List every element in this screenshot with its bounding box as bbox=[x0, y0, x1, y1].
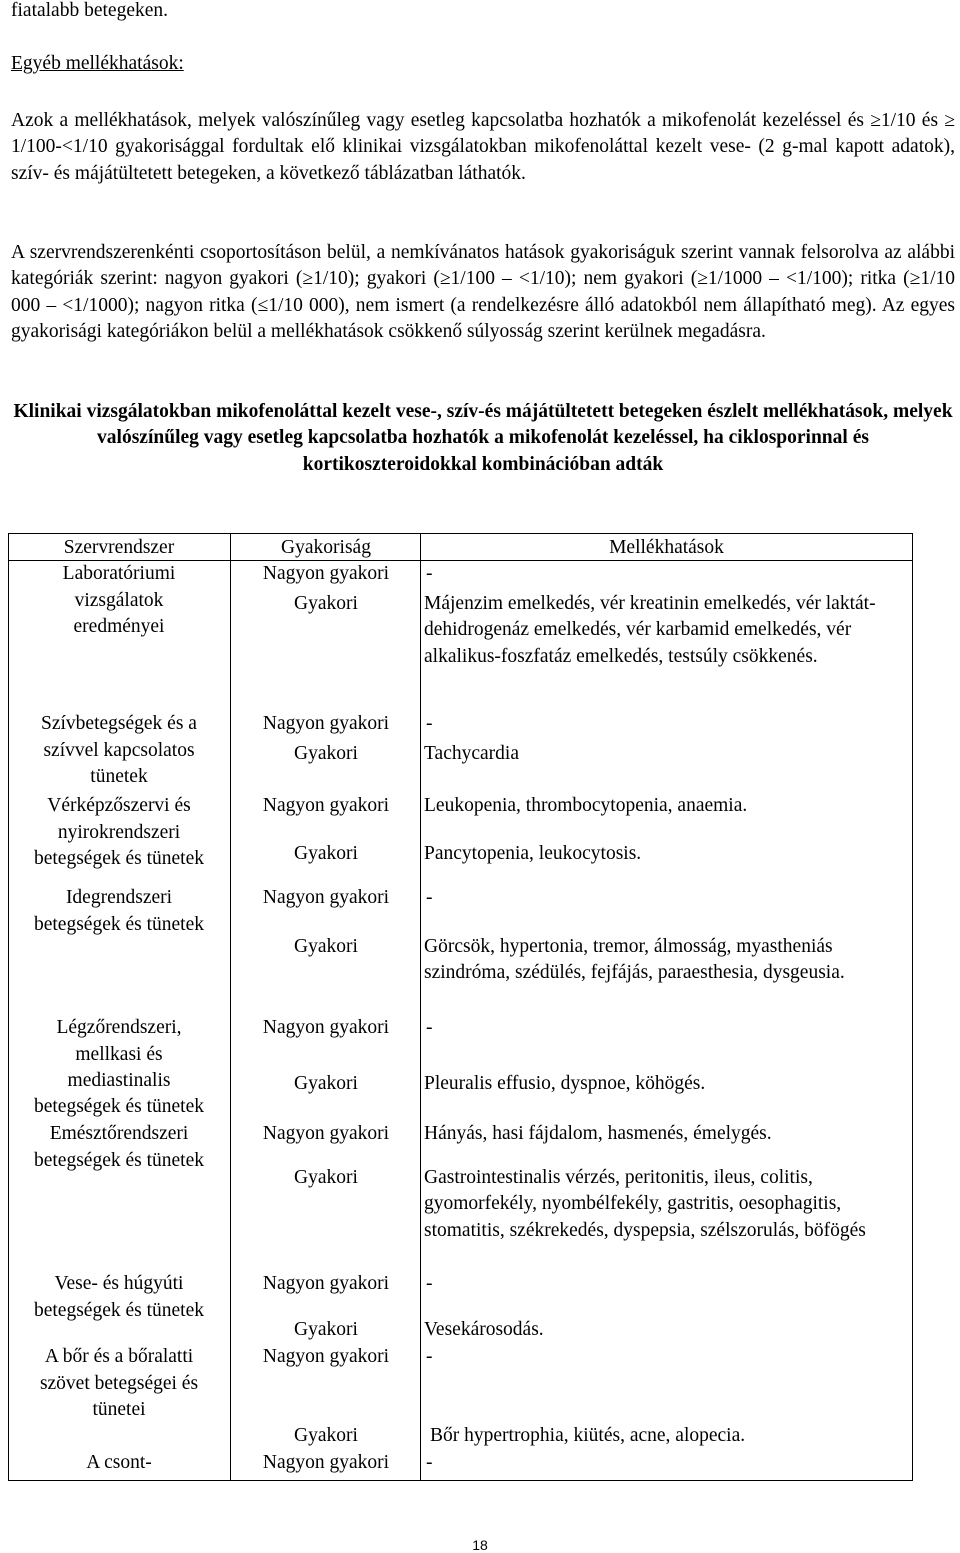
organ-line: Idegrendszeri bbox=[65, 887, 173, 908]
effect-common: Tachycardia bbox=[424, 743, 519, 764]
effect-very-common: - bbox=[426, 1273, 433, 1294]
frequency-very-common: Nagyon gyakori bbox=[262, 1452, 390, 1473]
organ-line: Vese- és húgyúti bbox=[54, 1273, 184, 1294]
organ-line: szívvel kapcsolatos bbox=[43, 740, 195, 761]
intro-paragraph: Azok a mellékhatások, melyek valószínűleg vagy esetleg kapcsolatba hozhatók a mikofenolát kezeléssel és ≥1/10 és ≥ 1/100-<1/10 gyakorisággal fordultak elő klinikai vizsgálatokban mikofenoláttal kezelt vese- (2 g-mal kapott adatok), szív- és májátültetett betegeken, a következő táblázatban láthatók. bbox=[11, 110, 955, 184]
organ-line: Légzőrendszeri, bbox=[56, 1017, 182, 1038]
frequency-very-common: Nagyon gyakori bbox=[262, 1017, 390, 1038]
header-adverse-effects: Mellékhatások bbox=[609, 537, 724, 558]
organ-line: betegségek és tünetek bbox=[33, 1300, 204, 1321]
frequency-paragraph: A szervrendszerenkénti csoportosításon belül, a nemkívánatos hatások gyakoriságuk szerint vannak felsorolva az alábbi kategóriák szerint: nagyon gyakori (≥1/10); gyakori (≥1/100 – <1/10); nem gyakori (≥1/1000 – <1/100); ritka (≥1/10 000 – <1/1000); nagyon ritka (≤1/10 000), nem ismert (a rendelkezésre álló adatokból nem állapítható meg). Az egyes gyakorisági kategóriákon belül a mellékhatások csökkenő súlyosság szerint kerülnek megadásra. bbox=[11, 242, 955, 343]
frequency-very-common: Nagyon gyakori bbox=[262, 563, 390, 584]
organ-line: Szívbetegségek és a bbox=[41, 713, 197, 734]
organ-line: Vérképzőszervi és bbox=[47, 795, 191, 816]
frequency-common: Gyakori bbox=[294, 843, 358, 864]
table-border-bottom bbox=[8, 1480, 913, 1481]
header-organ-system: Szervrendszer bbox=[63, 537, 175, 558]
effect-very-common: - bbox=[426, 563, 433, 584]
table-caption: Klinikai vizsgálatokban mikofenoláttal kezelt vese-, szív-és májátültetett betegeken észlelt mellékhatások, melyek valószínűleg vagy esetleg kapcsolatba hozhatók a mikofenolát kezeléssel, ha ciklosporinnal és kortikoszteroidokkal kombinációban adták bbox=[13, 401, 953, 475]
frequency-very-common: Nagyon gyakori bbox=[262, 1123, 390, 1144]
organ-line: betegségek és tünetek bbox=[33, 1096, 204, 1117]
effect-common: Pleuralis effusio, dyspnoe, köhögés. bbox=[424, 1073, 706, 1094]
continued-text-fragment: fiatalabb betegeken. bbox=[11, 0, 168, 21]
table-border-top bbox=[8, 533, 913, 534]
organ-line: Laboratóriumi bbox=[62, 563, 176, 584]
organ-line: eredményei bbox=[73, 616, 165, 637]
frequency-common: Gyakori bbox=[294, 1425, 358, 1446]
organ-line: betegségek és tünetek bbox=[33, 848, 204, 869]
organ-line: tünetek bbox=[90, 766, 148, 787]
frequency-very-common: Nagyon gyakori bbox=[262, 1346, 390, 1367]
effect-very-common: - bbox=[426, 887, 433, 908]
effect-very-common: - bbox=[426, 1017, 433, 1038]
effect-common: Májenzim emelkedés, vér kreatinin emelkedés, vér laktát-dehidrogenáz emelkedés, vér karbamid emelkedés, vér alkalikus-foszfatáz emelkedés, testsúly csökkenés. bbox=[424, 593, 876, 667]
effect-common: Gastrointestinalis vérzés, peritonitis, ileus, colitis, gyomorfekély, nyombélfekély, gastritis, oesophagitis, stomatitis, székrekedés, dyspepsia, szélszorulás, böfögés bbox=[424, 1167, 866, 1241]
frequency-very-common: Nagyon gyakori bbox=[262, 713, 390, 734]
frequency-common: Gyakori bbox=[294, 936, 358, 957]
effect-very-common: Hányás, hasi fájdalom, hasmenés, émelygés. bbox=[424, 1123, 772, 1144]
effect-common: Görcsök, hypertonia, tremor, álmosság, myastheniás szindróma, szédülés, fejfájás, paraesthesia, dysgeusia. bbox=[424, 936, 845, 984]
table-border-right bbox=[912, 533, 913, 1481]
organ-line: szövet betegségei és bbox=[39, 1373, 199, 1394]
effect-very-common: - bbox=[426, 1452, 433, 1473]
frequency-very-common: Nagyon gyakori bbox=[262, 887, 390, 908]
frequency-very-common: Nagyon gyakori bbox=[262, 795, 390, 816]
organ-line: A csont- bbox=[86, 1452, 152, 1473]
adverse-effects-table bbox=[8, 533, 913, 1481]
table-border-left bbox=[8, 533, 9, 1481]
effect-very-common: - bbox=[426, 713, 433, 734]
organ-line: betegségek és tünetek bbox=[33, 914, 204, 935]
effect-very-common: Leukopenia, thrombocytopenia, anaemia. bbox=[424, 795, 748, 816]
frequency-common: Gyakori bbox=[294, 743, 358, 764]
other-effects-heading: Egyéb mellékhatások: bbox=[11, 53, 184, 74]
frequency-common: Gyakori bbox=[294, 1167, 358, 1188]
page-number: 18 bbox=[472, 1537, 488, 1553]
organ-line: mellkasi és bbox=[75, 1044, 163, 1065]
frequency-very-common: Nagyon gyakori bbox=[262, 1273, 390, 1294]
frequency-common: Gyakori bbox=[294, 593, 358, 614]
organ-line: vizsgálatok bbox=[74, 590, 164, 611]
frequency-common: Gyakori bbox=[294, 1073, 358, 1094]
effect-very-common: - bbox=[426, 1346, 433, 1367]
organ-line: A bőr és a bőralatti bbox=[44, 1346, 194, 1367]
effect-common: Vesekárosodás. bbox=[424, 1319, 544, 1340]
organ-line: tünetei bbox=[92, 1399, 146, 1420]
effect-common: Pancytopenia, leukocytosis. bbox=[424, 843, 642, 864]
organ-line: mediastinalis bbox=[67, 1070, 171, 1091]
effect-common: Bőr hypertrophia, kiütés, acne, alopecia. bbox=[430, 1425, 746, 1446]
organ-line: nyirokrendszeri bbox=[57, 822, 181, 843]
frequency-common: Gyakori bbox=[294, 1319, 358, 1340]
header-frequency: Gyakoriság bbox=[281, 537, 371, 558]
organ-line: Emésztőrendszeri bbox=[49, 1123, 189, 1144]
organ-line: betegségek és tünetek bbox=[33, 1150, 204, 1171]
